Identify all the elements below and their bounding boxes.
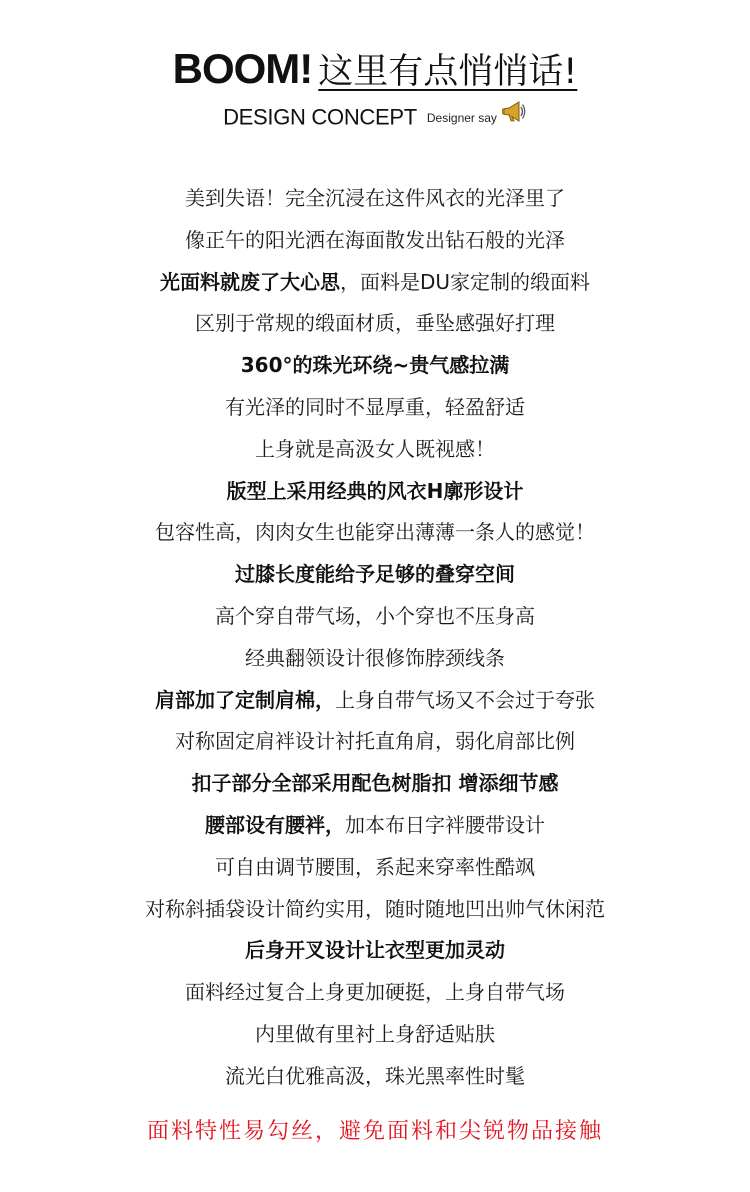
description-line <box>0 303 750 345</box>
description-line-text: 对称斜插袋设计简约实用，随时随地凹出帅气休闲范 <box>145 896 605 921</box>
description-body <box>0 178 750 1098</box>
description-line-text: 高个穿自带气场，小个穿也不压身高 <box>215 603 535 628</box>
megaphone-icon <box>499 98 527 130</box>
description-line <box>0 220 750 262</box>
description-line <box>0 638 750 680</box>
description-line-bold: 后身开叉设计让衣型更加灵动 <box>245 938 505 963</box>
description-line <box>0 805 750 847</box>
description-line <box>0 554 750 596</box>
description-line-text: 可自由调节腰围，系起来穿率性酷飒 <box>215 854 535 879</box>
description-line-text: 上身就是高汲女人既视感！ <box>255 436 495 461</box>
description-line <box>0 680 750 722</box>
description-line-text: 流光白优雅高汲，珠光黑率性时髦 <box>225 1063 525 1088</box>
description-line-text: 上身自带气场又不会过于夸张 <box>335 687 595 712</box>
description-line <box>0 889 750 931</box>
title-chinese: 这里有点悄悄话! <box>318 52 578 92</box>
description-line <box>0 178 750 220</box>
designer-say-label: Designer say <box>426 110 497 125</box>
description-line-text: 区别于常规的缎面材质，垂坠感强好打理 <box>195 311 555 336</box>
subtitle <box>0 104 750 136</box>
description-line-bold: 扣子部分全部采用配色树脂扣 增添细节感 <box>191 771 559 796</box>
description-line <box>0 596 750 638</box>
description-line-text: 对称固定肩袢设计衬托直角肩，弱化肩部比例 <box>175 729 575 754</box>
page-title <box>0 44 750 94</box>
description-line <box>0 721 750 763</box>
description-line-text: 加本布日字袢腰带设计 <box>345 812 545 837</box>
description-line <box>0 429 750 471</box>
header <box>0 0 750 160</box>
description-line-text: 有光泽的同时不显厚重，轻盈舒适 <box>225 394 525 419</box>
description-line <box>0 972 750 1014</box>
description-line-text: 面料经过复合上身更加硬挺，上身自带气场 <box>185 980 565 1005</box>
description-line-bold: 过膝长度能给予足够的叠穿空间 <box>235 562 515 587</box>
description-line <box>0 1056 750 1098</box>
description-line <box>0 930 750 972</box>
description-line <box>0 847 750 889</box>
title-boom: BOOM! <box>172 45 313 92</box>
description-line <box>0 345 750 387</box>
description-line-text: 内里做有里衬上身舒适贴肤 <box>255 1021 495 1046</box>
description-line <box>0 763 750 805</box>
description-line-text: 包容性高，肉肉女生也能穿出薄薄一条人的感觉！ <box>155 520 595 545</box>
description-line <box>0 262 750 304</box>
description-line-text: 美到失语！完全沉浸在这件风衣的光泽里了 <box>185 186 565 210</box>
description-line-bold: 360°的珠光环绕~贵气感拉满 <box>240 353 510 378</box>
description-line-bold: 肩部加了定制肩棉， <box>155 687 335 712</box>
description-line-bold: 腰部设有腰袢， <box>205 812 345 837</box>
care-warning: 面料特性易勾丝，避免面料和尖锐物品接触 <box>146 1119 603 1144</box>
description-line-bold: 光面料就废了大心思 <box>159 269 340 294</box>
description-line <box>0 1014 750 1056</box>
description-line <box>0 471 750 513</box>
description-line-text: ，面料是DU家定制的缎面料 <box>339 269 591 294</box>
description-line-text: 像正午的阳光洒在海面散发出钻石般的光泽 <box>185 227 565 252</box>
description-line-bold: 版型上采用经典的风衣H廓形设计 <box>226 478 524 503</box>
description-line <box>0 387 750 429</box>
description-line-text: 经典翻领设计很修饰脖颈线条 <box>245 645 505 670</box>
design-concept-label: DESIGN CONCEPT <box>223 104 417 130</box>
description-line <box>0 512 750 554</box>
